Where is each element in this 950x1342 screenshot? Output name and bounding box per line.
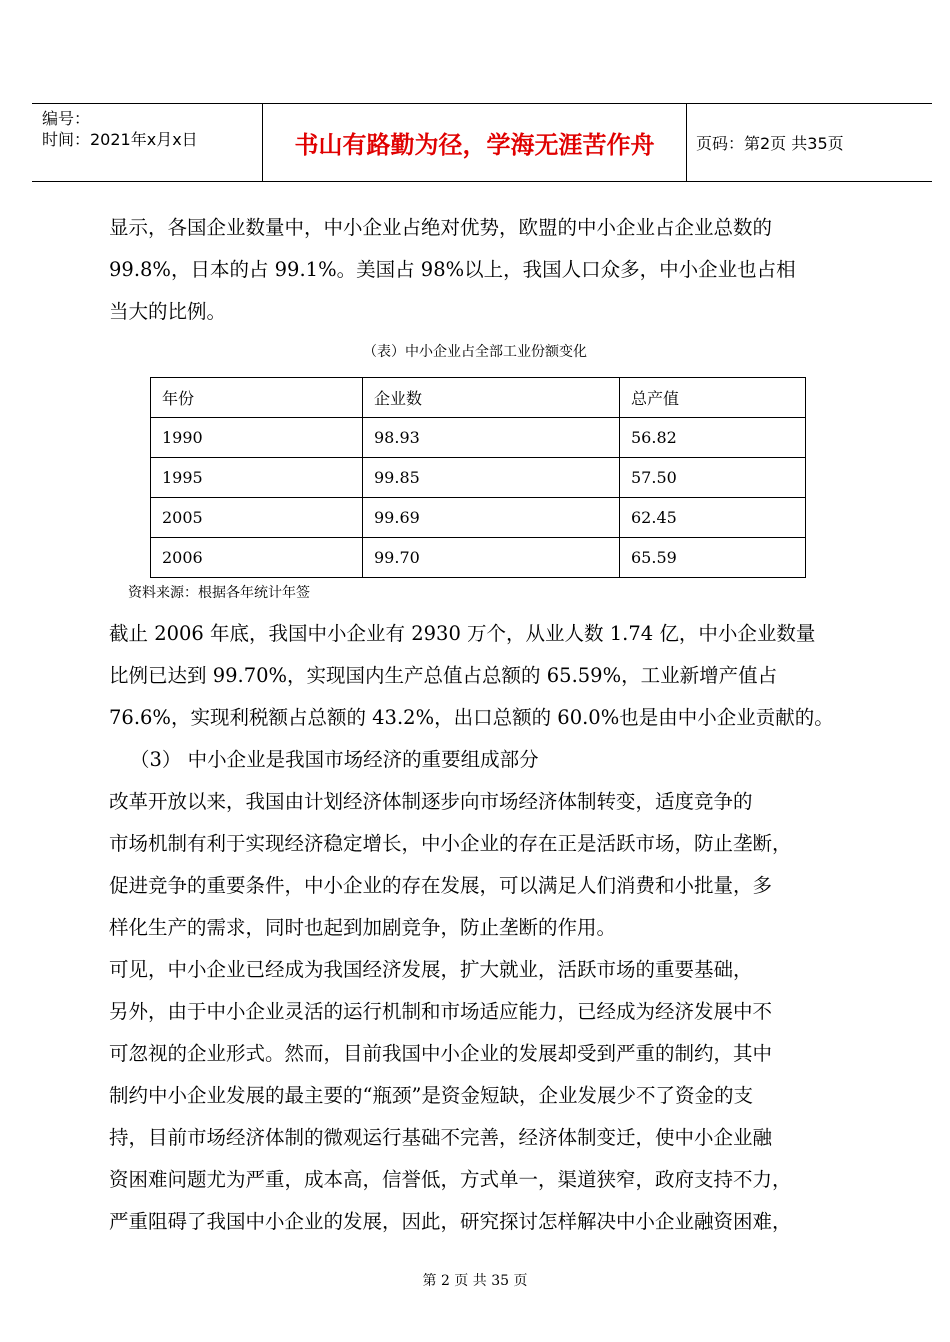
table-cell: 1990 xyxy=(151,418,363,458)
paragraph-line: 另外，由于中小企业灵活的运行机制和市场适应能力，已经成为经济发展中不 xyxy=(109,1000,773,1023)
table-cell: 2006 xyxy=(151,538,363,578)
paragraph-line: 显示，各国企业数量中，中小企业占绝对优势，欧盟的中小企业占企业总数的 xyxy=(109,216,773,239)
page-header xyxy=(32,103,932,182)
document-time-label: 时间：2021年x月x日 xyxy=(42,130,198,149)
body-text-top xyxy=(109,207,869,333)
paragraph-line: 严重阻碍了我国中小企业的发展，因此，研究探讨怎样解决中小企业融资困难， xyxy=(109,1210,792,1233)
column-header: 年份 xyxy=(151,378,363,418)
paragraph-line: 76.6%，实现利税额占总额的 43.2%，出口总额的 60.0%也是由中小企业贡献的。 xyxy=(109,706,834,729)
table-cell: 57.50 xyxy=(620,458,806,498)
paragraph-line: 改革开放以来，我国由计划经济体制逐步向市场经济体制转变，适度竞争的 xyxy=(109,790,753,813)
header-motto: 书山有路勤为径，学海无涯苦作舟 xyxy=(294,131,655,159)
paragraph-line: 持，目前市场经济体制的微观运行基础不完善，经济体制变迁，使中小企业融 xyxy=(109,1126,773,1149)
table-row xyxy=(151,418,806,458)
table-source-note: 资料来源：根据各年统计年签 xyxy=(128,585,310,601)
paragraph-line: 样化生产的需求，同时也起到加剧竞争，防止垄断的作用。 xyxy=(109,916,617,939)
table-row xyxy=(151,498,806,538)
paragraph-line: 资困难问题尤为严重，成本高，信誉低，方式单一，渠道狭窄，政府支持不力， xyxy=(109,1168,792,1191)
table-cell: 65.59 xyxy=(620,538,806,578)
table-cell: 56.82 xyxy=(620,418,806,458)
header-meta xyxy=(42,108,262,150)
paragraph-line: 可忽视的企业形式。然而，目前我国中小企业的发展却受到严重的制约，其中 xyxy=(109,1042,773,1065)
column-header: 总产值 xyxy=(620,378,806,418)
paragraph-line: 市场机制有利于实现经济稳定增长，中小企业的存在正是活跃市场，防止垄断， xyxy=(109,832,792,855)
table-cell: 62.45 xyxy=(620,498,806,538)
paragraph-line: 当大的比例。 xyxy=(109,300,227,323)
paragraph-line: 制约中小企业发展的最主要的“瓶颈”是资金短缺，企业发展少不了资金的支 xyxy=(109,1084,753,1107)
table-row xyxy=(151,458,806,498)
table-cell: 99.85 xyxy=(363,458,620,498)
table-header-row xyxy=(151,378,806,418)
body-text-bottom xyxy=(109,613,869,1243)
table-caption: （表）中小企业占全部工业份额变化 xyxy=(363,344,587,360)
column-header: 企业数 xyxy=(363,378,620,418)
paragraph-line: 促进竞争的重要条件，中小企业的存在发展，可以满足人们消费和小批量，多 xyxy=(109,874,773,897)
header-page-info: 页码：第2页 共35页 xyxy=(696,134,844,153)
table-cell: 98.93 xyxy=(363,418,620,458)
table-row xyxy=(151,538,806,578)
paragraph-line: 可见，中小企业已经成为我国经济发展，扩大就业，活跃市场的重要基础， xyxy=(109,958,753,981)
table-cell: 1995 xyxy=(151,458,363,498)
table-cell: 99.69 xyxy=(363,498,620,538)
paragraph-line: 截止 2006 年底，我国中小企业有 2930 万个，从业人数 1.74 亿，中小企业数量 xyxy=(109,622,816,645)
header-divider xyxy=(686,104,687,181)
data-table xyxy=(150,377,806,578)
section-heading: （3） 中小企业是我国市场经济的重要组成部分 xyxy=(130,748,539,771)
table-cell: 2005 xyxy=(151,498,363,538)
page-footer: 第 2 页 共 35 页 xyxy=(422,1273,528,1289)
table-cell: 99.70 xyxy=(363,538,620,578)
paragraph-line: 比例已达到 99.70%，实现国内生产总值占总额的 65.59%，工业新增产值占 xyxy=(109,664,778,687)
paragraph-line: 99.8%，日本的占 99.1%。美国占 98%以上，我国人口众多，中小企业也占相 xyxy=(109,258,796,281)
document-number-label: 编号： xyxy=(42,109,91,128)
